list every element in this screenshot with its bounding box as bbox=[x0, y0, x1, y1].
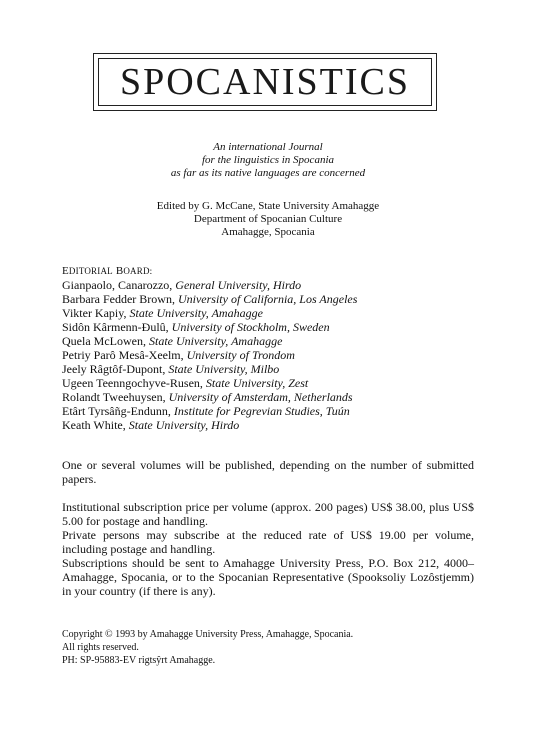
member-name: Ugeen Teenngochyve-Rusen, bbox=[62, 376, 206, 390]
board-member bbox=[62, 362, 502, 376]
member-affiliation: State University, Amahagge bbox=[148, 334, 283, 348]
private-subscription: Private persons may subscribe at the reduced rate of US$ 19.00 per volume, including postage and handling. bbox=[62, 528, 474, 556]
institutional-subscription: Institutional subscription price per volume (approx. 200 pages) US$ 38.00, plus US$ 5.00 for postage and handling. bbox=[62, 500, 474, 528]
subtitle-line: for the linguistics in Spocania bbox=[202, 154, 334, 166]
subscription-address: Subscriptions should be sent to Amahagge University Press, P.O. Box 212, 4000–Amahagge, Spocania, or to the Spocanian Representative (Spooksoliy Lozôstjemm) in your country (if there is any). bbox=[62, 556, 474, 598]
copyright-line: Copyright © 1993 by Amahagge University Press, Amahagge, Spocania. bbox=[62, 629, 354, 640]
member-name: Quela McLowen, bbox=[62, 334, 149, 348]
member-name: Etârt Tyrsâñg-Endunn, bbox=[62, 404, 174, 418]
subtitle-line: as far as its native languages are concerned bbox=[170, 167, 366, 179]
member-name: Keath White, bbox=[62, 418, 129, 432]
title-frame bbox=[93, 53, 437, 111]
title-frame-inner bbox=[98, 58, 432, 106]
ph-line: PH: SP-95883-EV rigtsŷrt Amahagge. bbox=[62, 655, 216, 666]
board-member bbox=[62, 292, 502, 306]
member-name: Gianpaolo, Canarozzo, bbox=[62, 278, 176, 292]
subscription-info bbox=[62, 500, 474, 598]
heading-initial: E bbox=[62, 265, 69, 277]
member-affiliation: State University, Hirdo bbox=[128, 418, 240, 432]
board-member bbox=[62, 404, 502, 418]
board-member bbox=[62, 390, 502, 404]
copyright-block bbox=[62, 628, 482, 667]
editorial-board bbox=[62, 264, 502, 432]
board-member bbox=[62, 306, 502, 320]
editor-line: Department of Spocanian Culture bbox=[193, 213, 343, 225]
member-affiliation: General University, Hirdo bbox=[175, 278, 302, 292]
volumes-note: One or several volumes will be published, depending on the number of submitted papers. bbox=[62, 458, 474, 486]
board-member bbox=[62, 278, 502, 292]
board-member bbox=[62, 418, 502, 432]
member-name: Sidôn Kârmenn-Ðulû, bbox=[62, 320, 172, 334]
editor-line: Edited by G. McCane, State University Amahagge bbox=[156, 200, 380, 212]
member-affiliation: University of Trondom bbox=[186, 348, 295, 362]
heading-initial: B bbox=[115, 265, 124, 277]
member-affiliation: University of Stockholm, Sweden bbox=[171, 320, 330, 334]
editor-info bbox=[0, 200, 536, 239]
board-member bbox=[62, 348, 502, 362]
member-name: Barbara Fedder Brown, bbox=[62, 292, 178, 306]
board-member bbox=[62, 320, 502, 334]
heading-smallcaps: DITORIAL bbox=[68, 266, 113, 276]
subtitle-line: An international Journal bbox=[213, 141, 323, 153]
member-affiliation: Institute for Pegrevian Studies, Tuún bbox=[173, 404, 350, 418]
heading-smallcaps: OARD: bbox=[123, 266, 153, 276]
member-affiliation: State University, Amahagge bbox=[129, 306, 263, 320]
rights-line: All rights reserved. bbox=[62, 642, 139, 653]
journal-title: SPOCANISTICS bbox=[119, 61, 411, 103]
member-affiliation: University of California, Los Angeles bbox=[177, 292, 358, 306]
member-affiliation: State University, Zest bbox=[205, 376, 309, 390]
member-name: Petriy Parô Mesâ-Xeelm, bbox=[62, 348, 187, 362]
member-affiliation: University of Amsterdam, Netherlands bbox=[168, 390, 353, 404]
editor-line: Amahagge, Spocania bbox=[221, 226, 315, 238]
editorial-board-heading bbox=[62, 264, 502, 278]
member-name: Jeely Râgtôf-Dupont, bbox=[62, 362, 169, 376]
member-affiliation: State University, Milbo bbox=[168, 362, 280, 376]
member-name: Rolandt Tweehuysen, bbox=[62, 390, 169, 404]
board-member bbox=[62, 334, 502, 348]
journal-subtitle bbox=[0, 141, 536, 180]
member-name: Vikter Kapiy, bbox=[62, 306, 130, 320]
board-member bbox=[62, 376, 502, 390]
